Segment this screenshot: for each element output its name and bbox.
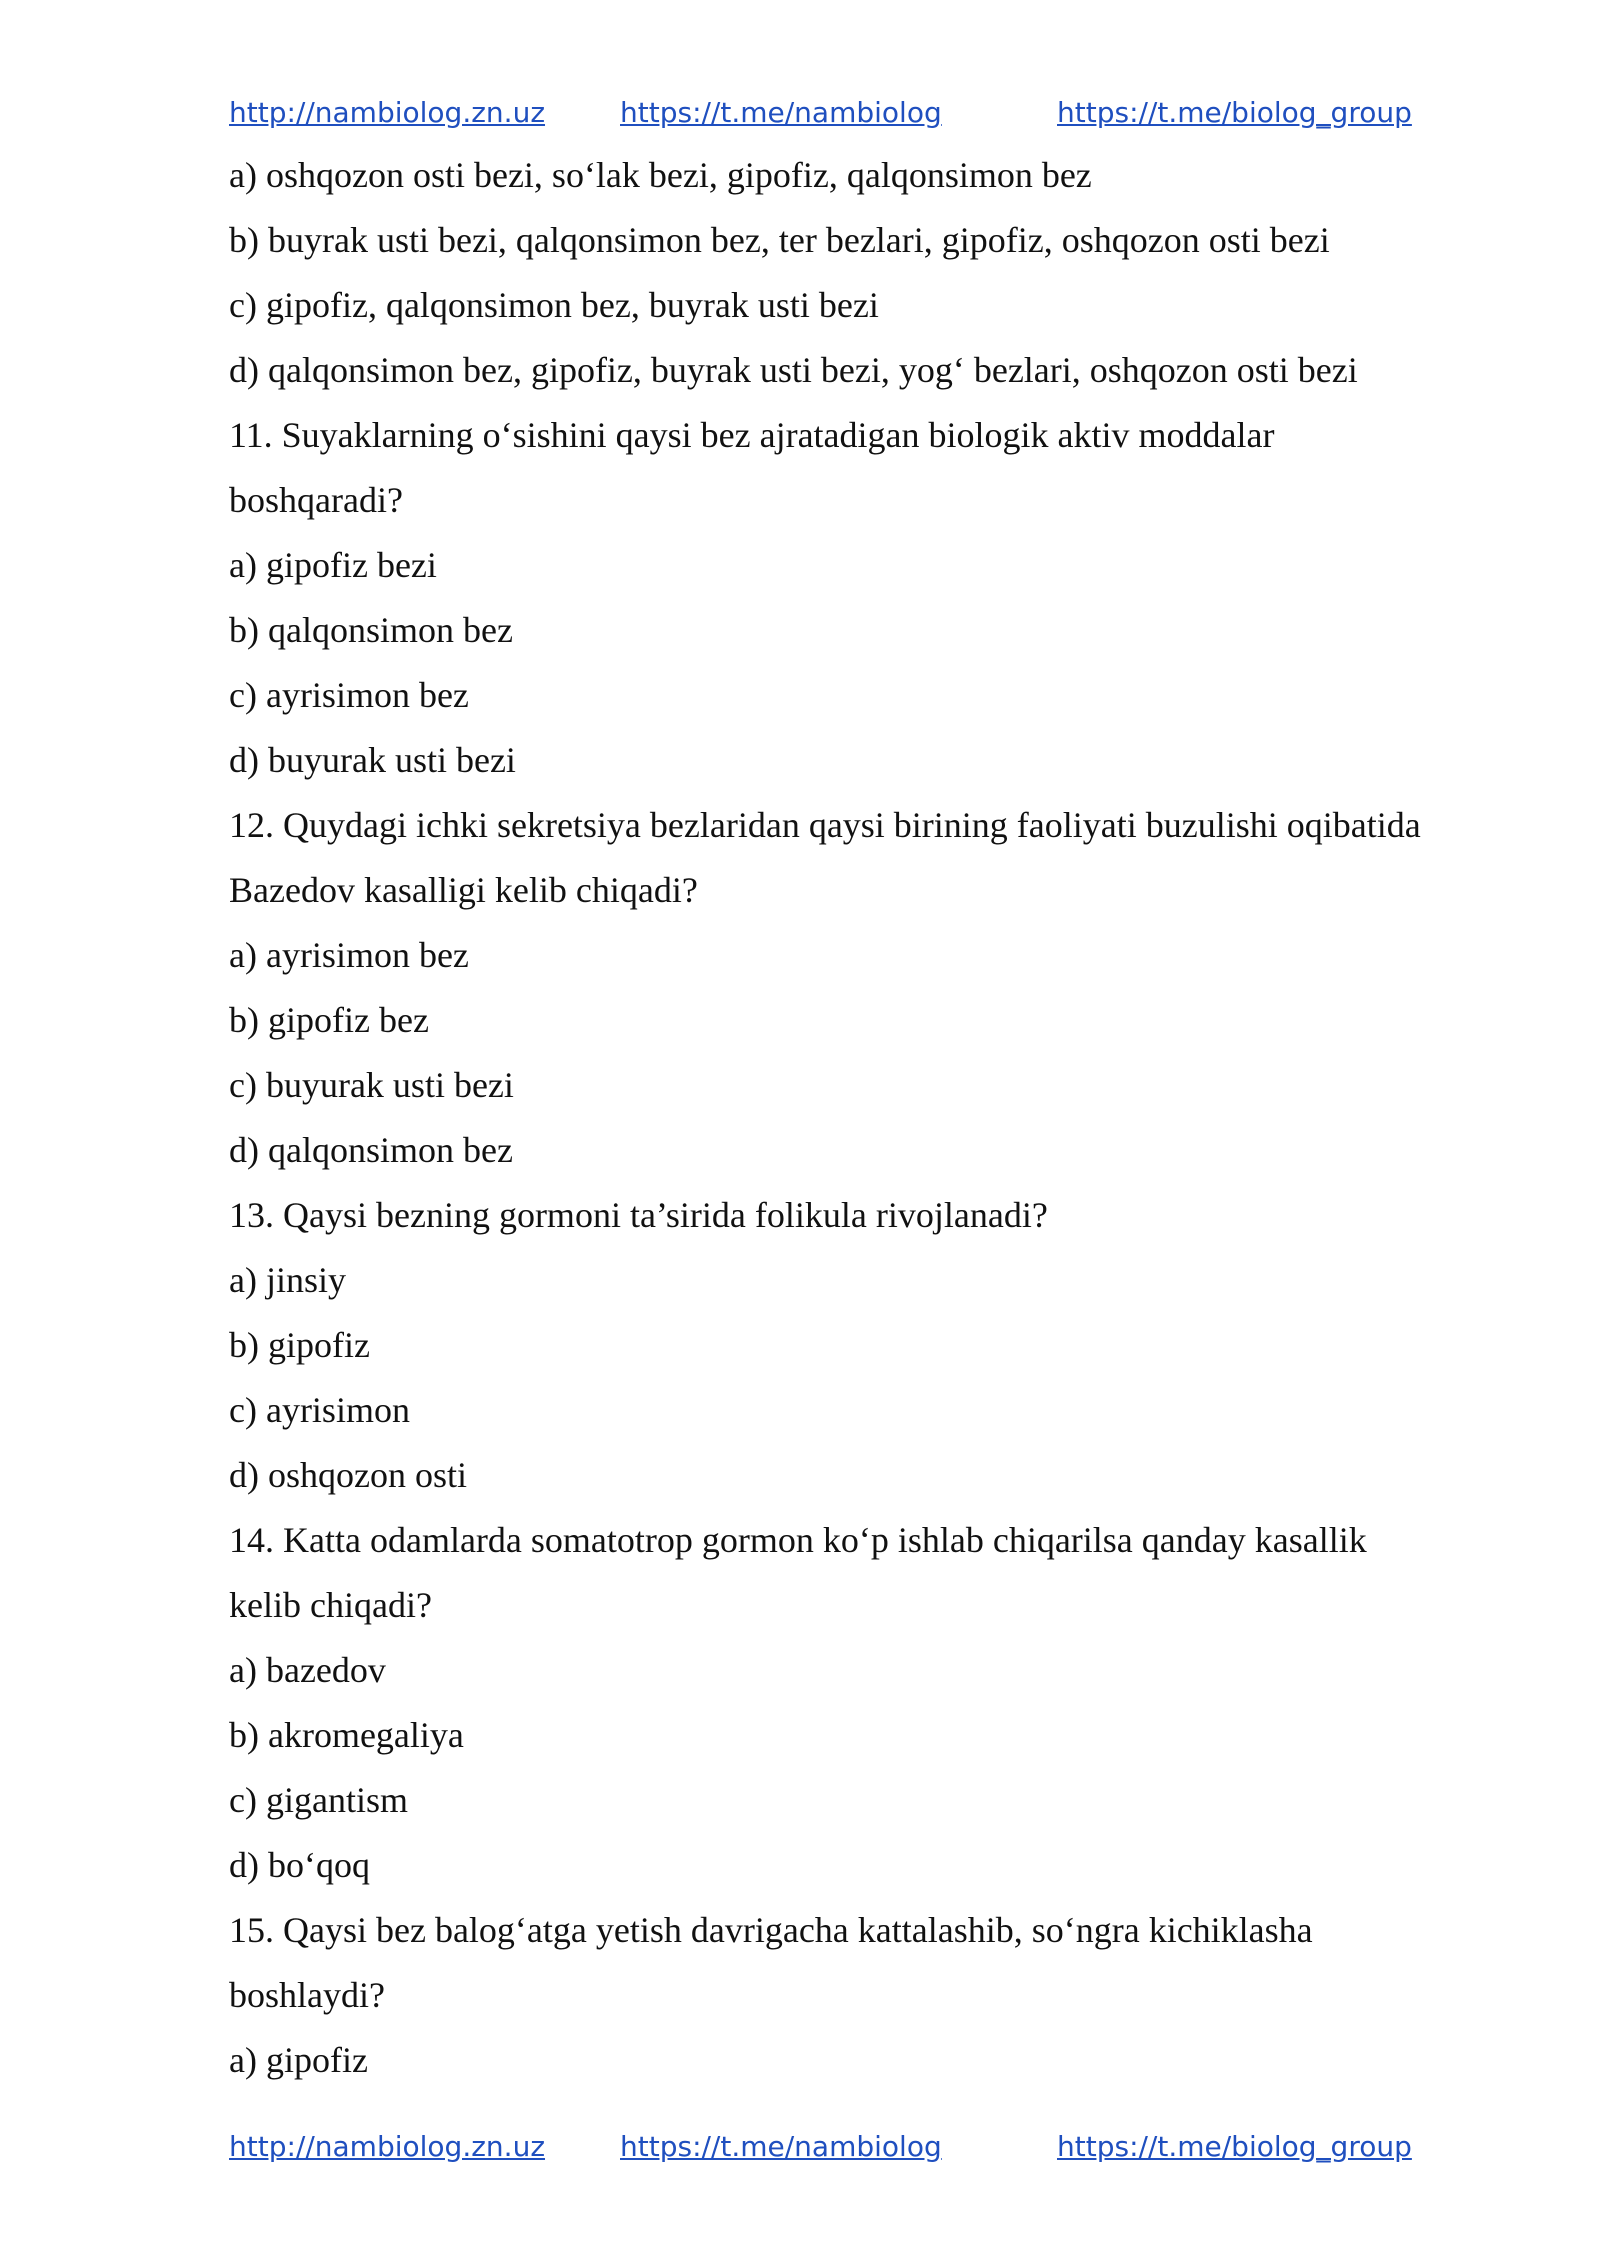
text-line: b) qalqonsimon bez [229, 610, 513, 650]
text-line: boshlaydi? [229, 1975, 385, 2015]
footer-link-telegram-channel[interactable]: https://t.me/nambiolog [620, 2130, 942, 2163]
text-line: 15. Qaysi bez balog‘atga yetish davrigacha kattalashib, so‘ngra kichiklasha [229, 1910, 1313, 1950]
footer-link-telegram-group[interactable]: https://t.me/biolog_group [1057, 2130, 1412, 2163]
text-line: d) buyurak usti bezi [229, 740, 516, 780]
header-link-telegram-group[interactable]: https://t.me/biolog_group [1057, 96, 1412, 129]
text-line: d) oshqozon osti [229, 1455, 467, 1495]
text-line: c) gigantism [229, 1780, 408, 1820]
text-line: a) ayrisimon bez [229, 935, 469, 975]
text-line: boshqaradi? [229, 480, 403, 520]
text-line: d) bo‘qoq [229, 1845, 370, 1885]
text-line: Bazedov kasalligi kelib chiqadi? [229, 870, 698, 910]
footer-links [0, 2130, 1600, 2170]
text-line: d) qalqonsimon bez, gipofiz, buyrak usti bezi, yog‘ bezlari, oshqozon osti bezi [229, 350, 1358, 390]
header-links [0, 96, 1600, 136]
text-line: a) bazedov [229, 1650, 386, 1690]
text-line: kelib chiqadi? [229, 1585, 432, 1625]
text-line: 12. Quydagi ichki sekretsiya bezlaridan qaysi birining faoliyati buzulishi oqibatida [229, 805, 1421, 845]
text-line: 14. Katta odamlarda somatotrop gormon ko‘p ishlab chiqarilsa qanday kasallik [229, 1520, 1367, 1560]
question-text [229, 148, 1489, 2098]
text-line: c) gipofiz, qalqonsimon bez, buyrak usti bezi [229, 285, 879, 325]
text-line: b) gipofiz bez [229, 1000, 429, 1040]
text-line: c) ayrisimon bez [229, 675, 469, 715]
text-line: a) gipofiz [229, 2040, 368, 2080]
text-line: c) ayrisimon [229, 1390, 410, 1430]
text-line: d) qalqonsimon bez [229, 1130, 513, 1170]
text-line: c) buyurak usti bezi [229, 1065, 514, 1105]
header-link-telegram-channel[interactable]: https://t.me/nambiolog [620, 96, 942, 129]
text-line: a) gipofiz bezi [229, 545, 437, 585]
footer-link-site[interactable]: http://nambiolog.zn.uz [229, 2130, 546, 2163]
text-line: b) buyrak usti bezi, qalqonsimon bez, ter bezlari, gipofiz, oshqozon osti bezi [229, 220, 1330, 260]
text-line: 13. Qaysi bezning gormoni ta’sirida folikula rivojlanadi? [229, 1195, 1048, 1235]
text-line: 11. Suyaklarning o‘sishini qaysi bez ajratadigan biologik aktiv moddalar [229, 415, 1275, 455]
text-line: a) oshqozon osti bezi, so‘lak bezi, gipofiz, qalqonsimon bez [229, 155, 1092, 195]
header-link-site[interactable]: http://nambiolog.zn.uz [229, 96, 546, 129]
text-line: b) gipofiz [229, 1325, 370, 1365]
text-line: a) jinsiy [229, 1260, 346, 1300]
text-line: b) akromegaliya [229, 1715, 464, 1755]
